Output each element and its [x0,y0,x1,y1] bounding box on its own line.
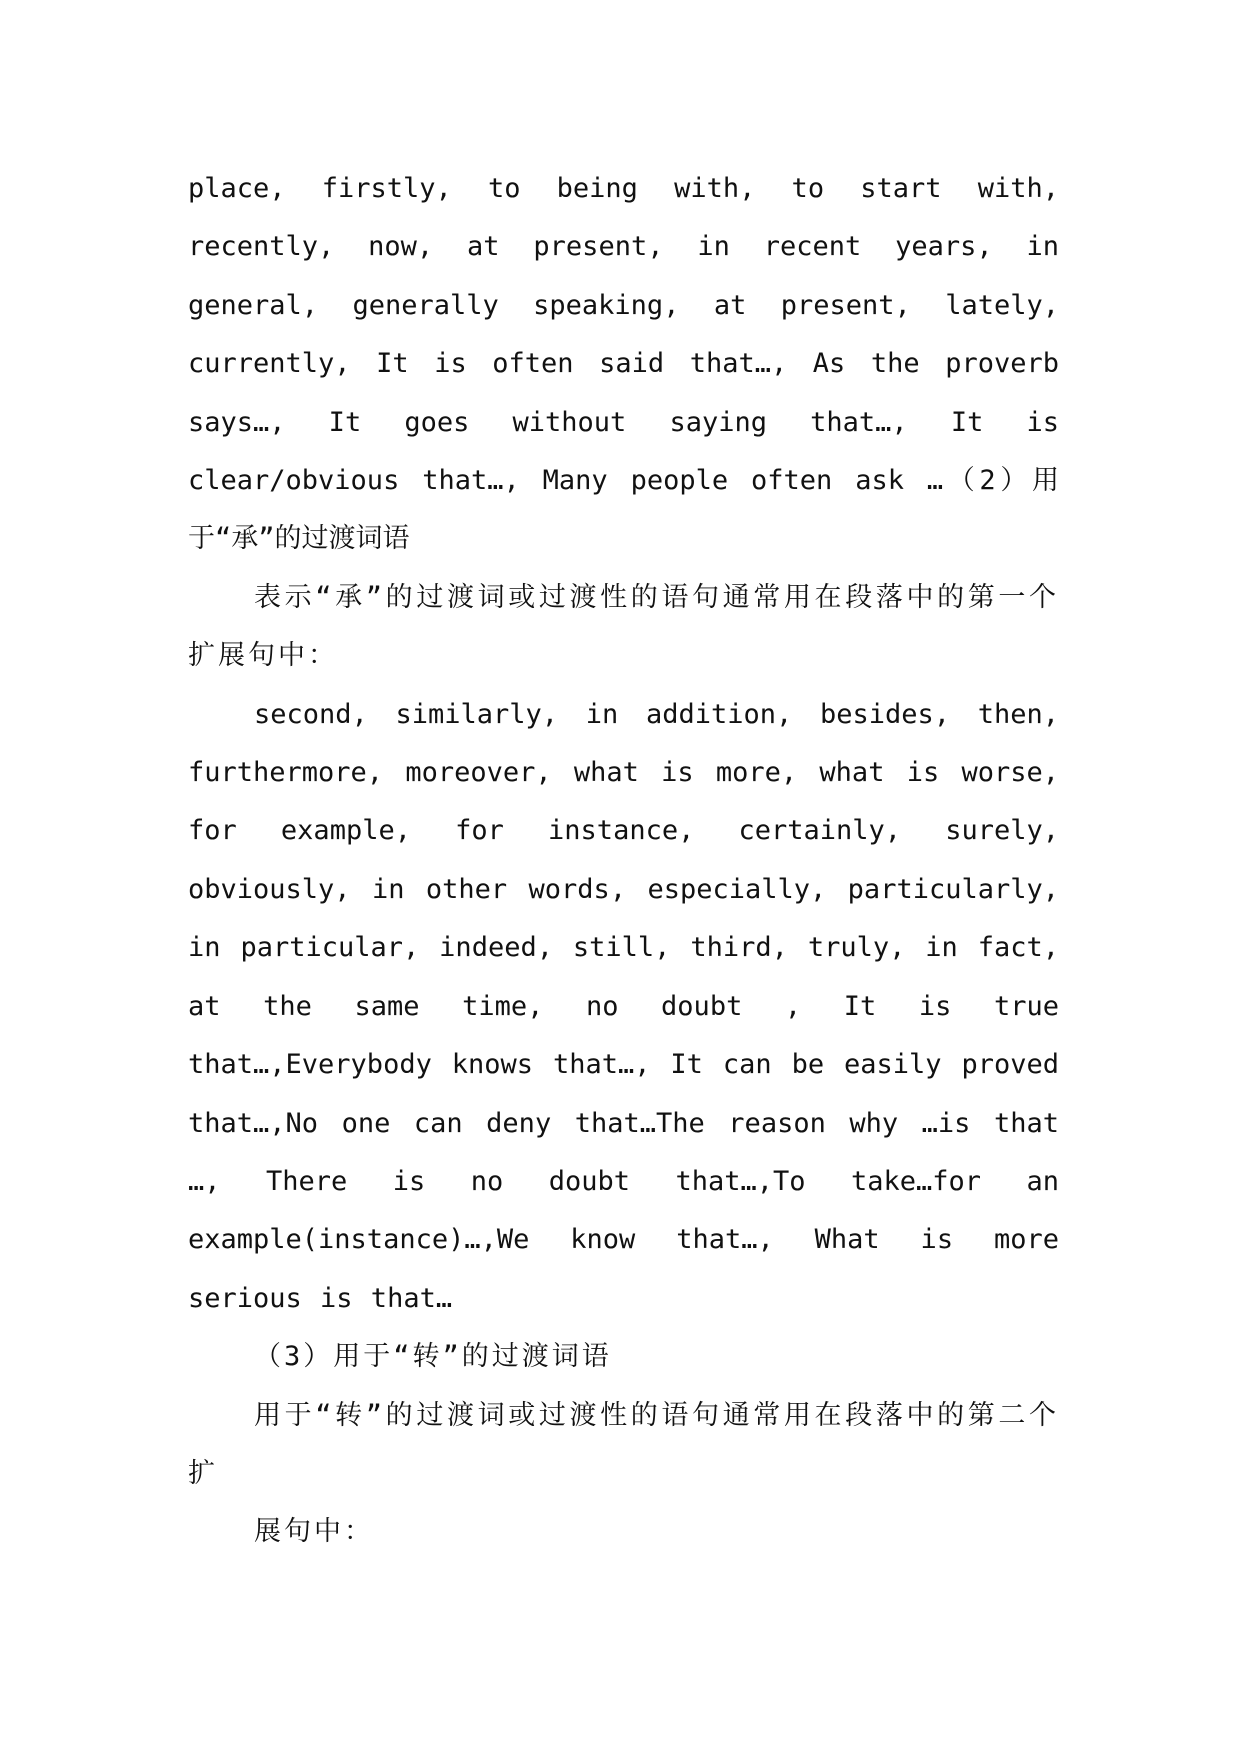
document-page [188,160,1059,1562]
body-paragraph-cheng-intro: 表示“承”的过渡词或过渡性的语句通常用在段落中的第一个扩展句中： [188,581,1059,672]
body-paragraph-connectives-1: place, firstly, to being with, to start with, recently, now, at present, in recent years, in general, generally speaking, at present, lately, currently, It is often said that…, As the proverb says…, It goes without saying that…, It is clear/obvious that…, Many people often ask …（2）用于“承”的过渡词语 [188,173,1059,555]
body-paragraph-connectives-2: second, similarly, in addition, besides, then, furthermore, moreover, what is more, what is worse, for example, for instance, certainly, surely, obviously, in other words, especially, particularly, in particular, indeed, still, third, truly, in fact, at the same time, no doubt , It is true that…,Everybody knows that…, It can be easily proved that…,No one can deny that…The reason why …is that …, There is no doubt that…,To take…for an example(instance)…,We know that…, What is more serious is that… [188,698,1059,1314]
body-paragraph-zhuan-continued: 展句中： [254,1516,374,1548]
section-heading-zhuan: （3）用于“转”的过渡词语 [254,1341,612,1373]
body-paragraph-zhuan-intro: 用于“转”的过渡词或过渡性的语句通常用在段落中的第二个扩 [188,1399,1059,1489]
